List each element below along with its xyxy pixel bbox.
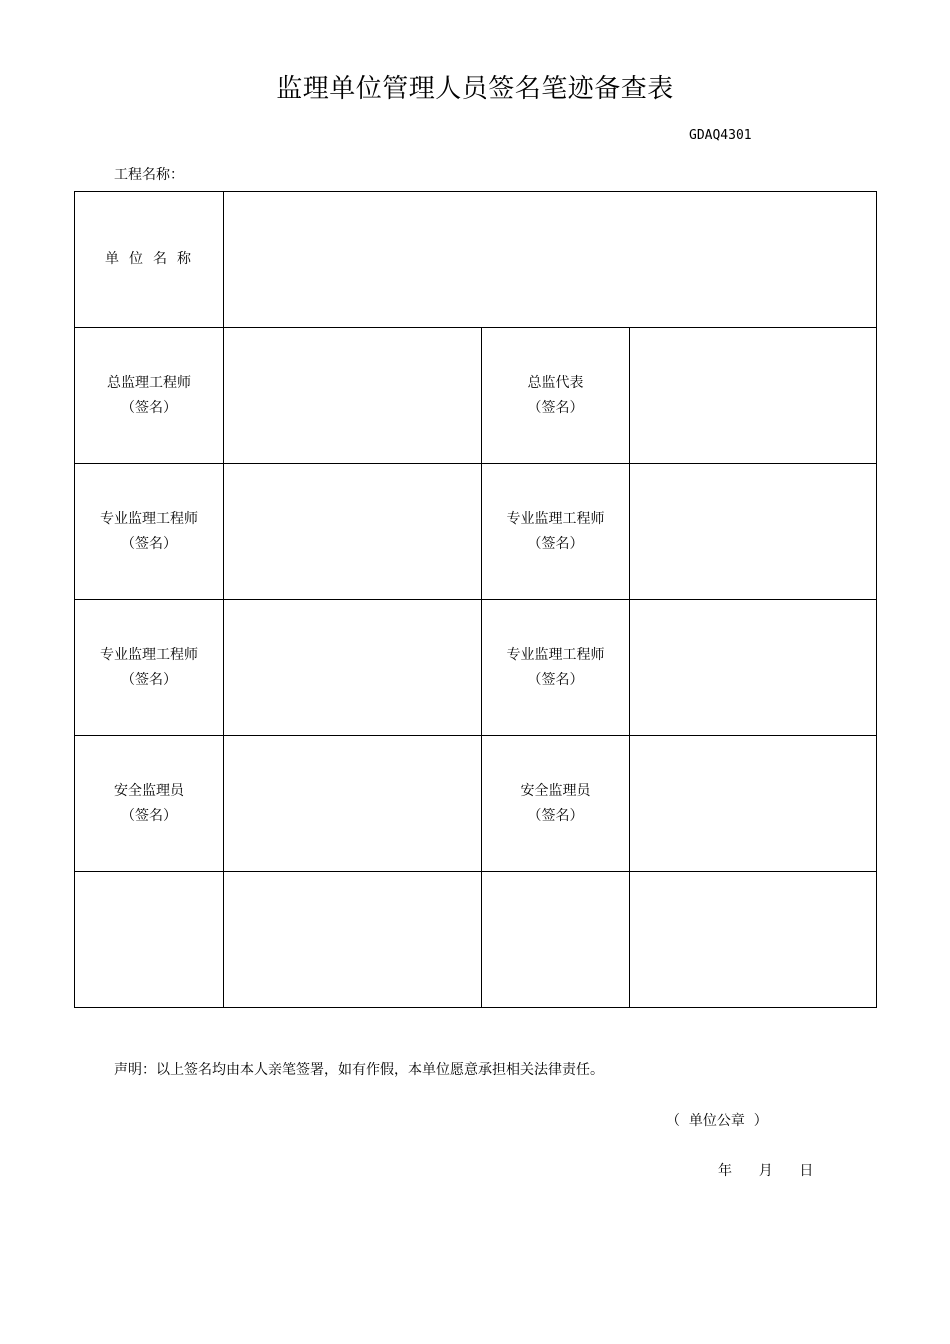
date-line: 年 月 日 bbox=[718, 1163, 814, 1179]
signature-row-safety bbox=[75, 736, 877, 872]
unit-name-label-cell bbox=[75, 192, 224, 328]
label-cell bbox=[75, 464, 224, 600]
signature-note: （签名） bbox=[121, 399, 177, 416]
signature-note: （签名） bbox=[121, 535, 177, 552]
label-cell bbox=[482, 328, 630, 464]
role-label-safety-supervisor: 安全监理员 bbox=[520, 782, 591, 799]
signature-note: （签名） bbox=[121, 807, 177, 824]
form-code: GDAQ4301 bbox=[689, 128, 752, 143]
signature-cell[interactable] bbox=[630, 464, 877, 600]
label-cell bbox=[75, 600, 224, 736]
role-label-chief-representative: 总监代表 bbox=[527, 374, 584, 391]
role-label-specialist-engineer: 专业监理工程师 bbox=[100, 646, 198, 663]
signature-row-blank bbox=[75, 872, 877, 1008]
form-title: 监理单位管理人员签名笔迹备查表 bbox=[276, 74, 674, 104]
unit-name-row bbox=[75, 192, 877, 328]
unit-seal-label: （ 单位公章 ） bbox=[666, 1113, 768, 1129]
role-label-specialist-engineer: 专业监理工程师 bbox=[506, 646, 605, 663]
role-label-specialist-engineer: 专业监理工程师 bbox=[506, 510, 605, 527]
signature-note: （签名） bbox=[121, 671, 177, 688]
signature-cell[interactable] bbox=[630, 600, 877, 736]
signature-note: （签名） bbox=[527, 535, 584, 552]
declaration-text: 声明：以上签名均由本人亲笔签署，如有作假，本单位愿意承担相关法律责任。 bbox=[114, 1062, 604, 1078]
label-cell bbox=[482, 600, 630, 736]
signature-cell[interactable] bbox=[224, 872, 482, 1008]
signature-row-chief bbox=[75, 328, 877, 464]
signature-cell[interactable] bbox=[630, 736, 877, 872]
project-name-label: 工程名称： bbox=[114, 167, 184, 183]
signature-row-specialist-2 bbox=[75, 600, 877, 736]
blank-label-cell[interactable] bbox=[482, 872, 630, 1008]
signature-cell[interactable] bbox=[224, 328, 482, 464]
signature-note: （签名） bbox=[527, 671, 584, 688]
role-label-chief-engineer: 总监理工程师 bbox=[107, 374, 191, 391]
signature-cell[interactable] bbox=[224, 464, 482, 600]
signature-cell[interactable] bbox=[224, 736, 482, 872]
role-label-safety-supervisor: 安全监理员 bbox=[114, 782, 184, 799]
role-label-specialist-engineer: 专业监理工程师 bbox=[100, 510, 198, 527]
unit-name-label: 单位名称 bbox=[105, 251, 201, 267]
signature-cell[interactable] bbox=[630, 872, 877, 1008]
label-cell bbox=[482, 736, 630, 872]
signature-cell[interactable] bbox=[630, 328, 877, 464]
label-cell bbox=[75, 736, 224, 872]
unit-name-value-cell[interactable] bbox=[224, 192, 877, 328]
signature-note: （签名） bbox=[527, 807, 584, 824]
label-cell bbox=[75, 328, 224, 464]
signature-row-specialist-1 bbox=[75, 464, 877, 600]
blank-label-cell[interactable] bbox=[75, 872, 224, 1008]
signature-cell[interactable] bbox=[224, 600, 482, 736]
signature-table bbox=[74, 191, 877, 1008]
label-cell bbox=[482, 464, 630, 600]
signature-note: （签名） bbox=[527, 399, 584, 416]
